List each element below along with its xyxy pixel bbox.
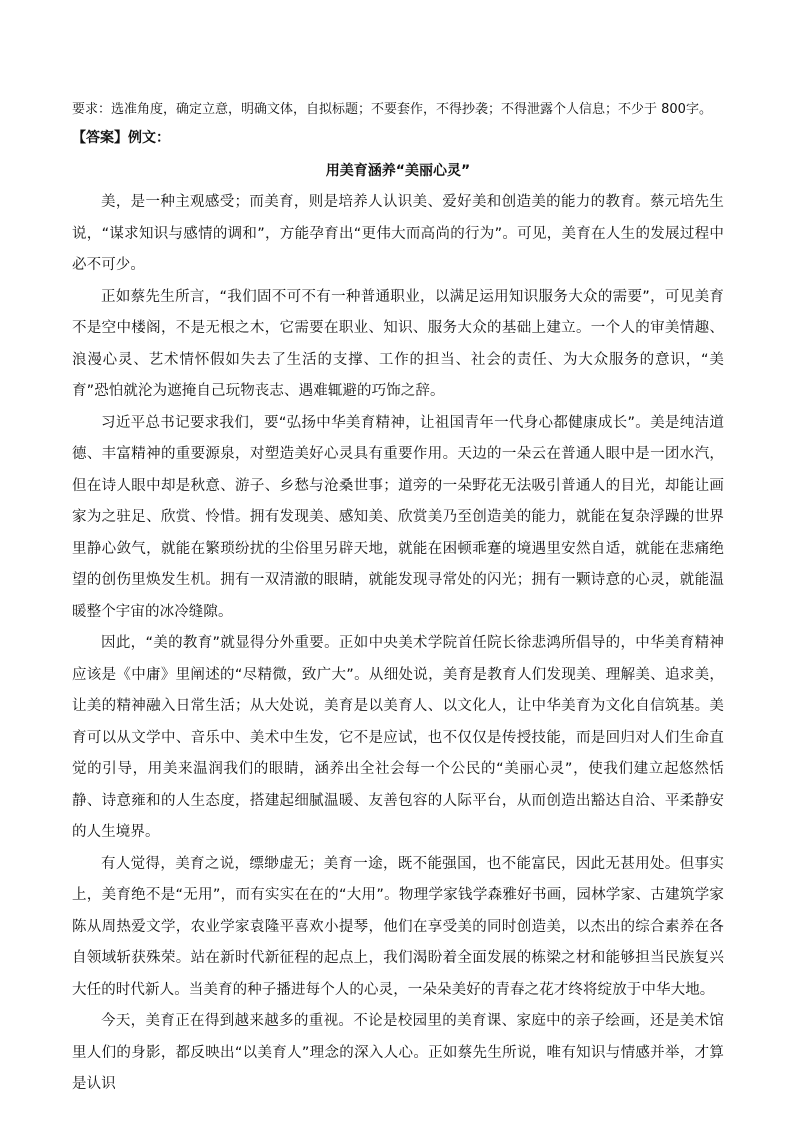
essay-paragraph-2: 正如蔡先生所言，“我们固不可不有一种普通职业，以满足运用知识服务大众的需要”，可见美育不是空中楼阁，不是无根之木，它需要在职业、知识、服务大众的基础上建立。一个人的审美情趣、浪漫心灵、艺术情怀假如失去了生活的支撑、工作的担当、社会的责任、为大众服务的意识，“美育”恐怕就沦为遮掩自己玩物丧志、遇难辄避的巧饰之辞。 (72, 288, 724, 399)
writing-requirements: 要求：选准角度，确定立意，明确文体，自拟标题；不要套作，不得抄袭；不得泄露个人信息；不少于 800字。 (72, 102, 712, 117)
essay-title: 用美育涵养“美丽心灵” (325, 163, 471, 179)
essay-paragraph-3: 习近平总书记要求我们，要“弘扬中华美育精神，让祖国青年一代身心都健康成长”。美是纯洁道德、丰富精神的重要源泉，对塑造美好心灵具有重要作用。天边的一朵云在普通人眼中是一团水汽，但在诗人眼中却是秋意、游子、乡愁与沧桑世事；道旁的一朵野花无法吸引普通人的目光，却能让画家为之驻足、欣赏、怜惜。拥有发现美、感知美、欣赏美乃至创造美的能力，就能在复杂浮躁的世界里静心敛气，就能在繁琐纷扰的尘俗里另辟天地，就能在困顿乖蹇的境遇里安然自适，就能在悲痛绝望的创伤里焕发生机。拥有一双清澈的眼睛，就能发现寻常处的闪光；拥有一颗诗意的心灵，就能温暖整个宇宙的冰冷缝隙。 (72, 414, 724, 620)
essay-paragraph-1: 美，是一种主观感受；而美育，则是培养人认识美、爱好美和创造美的能力的教育。蔡元培先生说，“谋求知识与感情的调和”，方能孕育出“更伟大而高尚的行为”。可见，美育在人生的发展过程中必不可少。 (72, 194, 724, 273)
answer-label: 【答案】例文： (72, 130, 170, 146)
essay-paragraph-6: 今天，美育正在得到越来越多的重视。不论是校园里的美育课、家庭中的亲子绘画，还是美术馆里人们的身影，都反映出“以美育人”理念的深入人心。正如蔡先生所说，唯有知识与情感并举，才算是认识 (72, 1013, 724, 1092)
essay-paragraph-4: 因此，“美的教育”就显得分外重要。正如中央美术学院首任院长徐悲鸿所倡导的，中华美育精神应该是《中庸》里阐述的“尽精微，致广大”。从细处说，美育是教育人们发现美、理解美、追求美，让美的精神融入日常生活；从大处说，美育是以美育人、以文化人，让中华美育为文化自信筑基。美育可以从文学中、音乐中、美术中生发，它不是应试，也不仅仅是传授技能，而是回归对人们生命直觉的引导，用美来温润我们的眼睛，涵养出全社会每一个公民的“美丽心灵”，使我们建立起悠然恬静、诗意雍和的人生态度，搭建起细腻温暖、友善包容的人际平台，从而创造出豁达自洽、平柔静安的人生境界。 (72, 635, 724, 840)
essay-paragraph-5: 有人觉得，美育之说，缥缈虚无；美育一途，既不能强国，也不能富民，因此无甚用处。但事实上，美育绝不是“无用”，而有实实在在的“大用”。物理学家钱学森雅好书画，园林学家、古建筑学家陈从周热爱文学，农业学家袁隆平喜欢小提琴，他们在享受美的同时创造美，以杰出的综合素养在各自领域斩获殊荣。站在新时代新征程的起点上，我们渴盼着全面发展的栋梁之材和能够担当民族复兴大任的时代新人。当美育的种子播进每个人的心灵，一朵朵美好的青春之花才终将绽放于中华大地。 (72, 855, 724, 998)
document-content (72, 96, 724, 1101)
